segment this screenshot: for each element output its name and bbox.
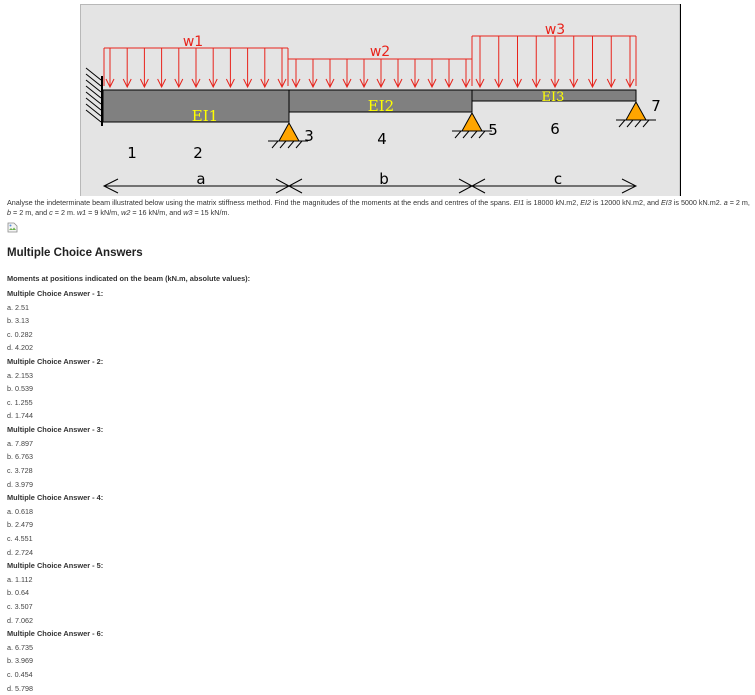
load-label-w1: w1: [182, 34, 204, 50]
w1-value: = 9 kN/m,: [88, 207, 120, 217]
w1-symbol: w1: [76, 207, 87, 217]
position-label-7: 7: [651, 97, 661, 115]
load-label-w2: w2: [369, 44, 391, 60]
question-label: Multiple Choice Answer - 2:: [7, 357, 104, 367]
option-a[interactable]: a. 1.112: [7, 574, 33, 584]
option-d[interactable]: d. 7.062: [7, 615, 33, 625]
option-c[interactable]: c. 4.551: [7, 533, 33, 543]
question-2: [7, 355, 747, 423]
w3-value: = 15 kN/m.: [194, 207, 230, 217]
dimension-label-a: a: [196, 170, 206, 188]
option-c[interactable]: c. 0.282: [7, 329, 33, 339]
answers-list: [7, 272, 747, 695]
position-label-2: 2: [193, 144, 203, 162]
ei2-value: is 12000 kN.m2, and: [593, 198, 659, 207]
option-a[interactable]: a. 7.897: [7, 438, 33, 448]
c-value: = 2 m.: [54, 207, 75, 217]
option-d[interactable]: d. 3.979: [7, 479, 33, 489]
ei1-value: is 18000 kN.m2,: [526, 198, 579, 207]
option-d[interactable]: d. 2.724: [7, 547, 33, 557]
ei3-value: is 5000 kN.m2.: [673, 198, 722, 207]
w3-symbol: w3: [183, 207, 193, 217]
option-a[interactable]: a. 2.51: [7, 302, 29, 312]
option-c[interactable]: c. 0.454: [7, 670, 33, 680]
load-label-w3: w3: [544, 22, 566, 38]
question-4: [7, 491, 747, 559]
c-symbol: c: [49, 207, 53, 217]
question-label: Multiple Choice Answer - 5:: [7, 561, 104, 571]
option-b[interactable]: b. 0.64: [7, 588, 29, 598]
option-a[interactable]: a. 2.153: [7, 370, 33, 380]
option-d[interactable]: d. 4.202: [7, 343, 33, 353]
option-b[interactable]: b. 3.969: [7, 656, 33, 666]
b-value: = 2 m, and: [13, 207, 48, 217]
b-symbol: b: [7, 207, 11, 217]
position-label-1: 1: [127, 144, 137, 162]
question-label: Multiple Choice Answer - 6:: [7, 629, 104, 639]
option-c[interactable]: c. 3.728: [7, 465, 33, 475]
question-3: [7, 423, 747, 491]
option-c[interactable]: c. 1.255: [7, 397, 33, 407]
w2-symbol: w2: [121, 207, 131, 217]
dimension-label-c: c: [553, 170, 563, 188]
beam-diagram: [80, 4, 681, 196]
option-b[interactable]: b. 0.539: [7, 384, 33, 394]
question-label: Multiple Choice Answer - 1:: [7, 289, 104, 298]
option-d[interactable]: d. 1.744: [7, 411, 33, 421]
question-6: [7, 627, 747, 695]
option-b[interactable]: b. 2.479: [7, 520, 33, 530]
section-title: Multiple Choice Answers: [7, 247, 143, 259]
position-label-5: 5: [488, 121, 498, 139]
problem-intro: Analyse the indeterminate beam illustrated below using the matrix stiffness method. Find the magnitudes of the moments at the ends and centres of the spans.: [7, 198, 512, 207]
option-b[interactable]: b. 3.13: [7, 316, 29, 326]
a-symbol: a: [723, 198, 728, 207]
ei2-symbol: EI2: [580, 198, 592, 207]
span-label-ei3: EI3: [541, 90, 565, 105]
question-5: [7, 559, 747, 627]
position-label-4: 4: [377, 130, 387, 148]
span-label-ei2: EI2: [367, 97, 395, 115]
option-a[interactable]: a. 6.735: [7, 642, 33, 652]
option-c[interactable]: c. 3.507: [7, 602, 33, 612]
position-label-3: 3: [304, 127, 314, 145]
broken-image-icon: [7, 222, 18, 233]
ei3-symbol: EI3: [660, 198, 672, 207]
w2-value: = 16 kN/m, and: [132, 207, 182, 217]
question-label: Multiple Choice Answer - 4:: [7, 493, 104, 503]
a-value: = 2 m,: [729, 198, 750, 207]
option-d[interactable]: d. 5.798: [7, 683, 33, 693]
question-1: [7, 287, 747, 355]
ei1-symbol: EI1: [513, 198, 525, 207]
dimension-label-b: b: [379, 170, 389, 188]
problem-statement: [7, 198, 751, 217]
span-label-ei1: EI1: [191, 107, 219, 125]
question-label: Multiple Choice Answer - 3:: [7, 425, 104, 435]
option-a[interactable]: a. 0.618: [7, 506, 33, 516]
option-b[interactable]: b. 6.763: [7, 452, 33, 462]
answers-subtitle: Moments at positions indicated on the beam (kN.m, absolute values):: [7, 274, 251, 283]
position-label-6: 6: [550, 120, 560, 138]
